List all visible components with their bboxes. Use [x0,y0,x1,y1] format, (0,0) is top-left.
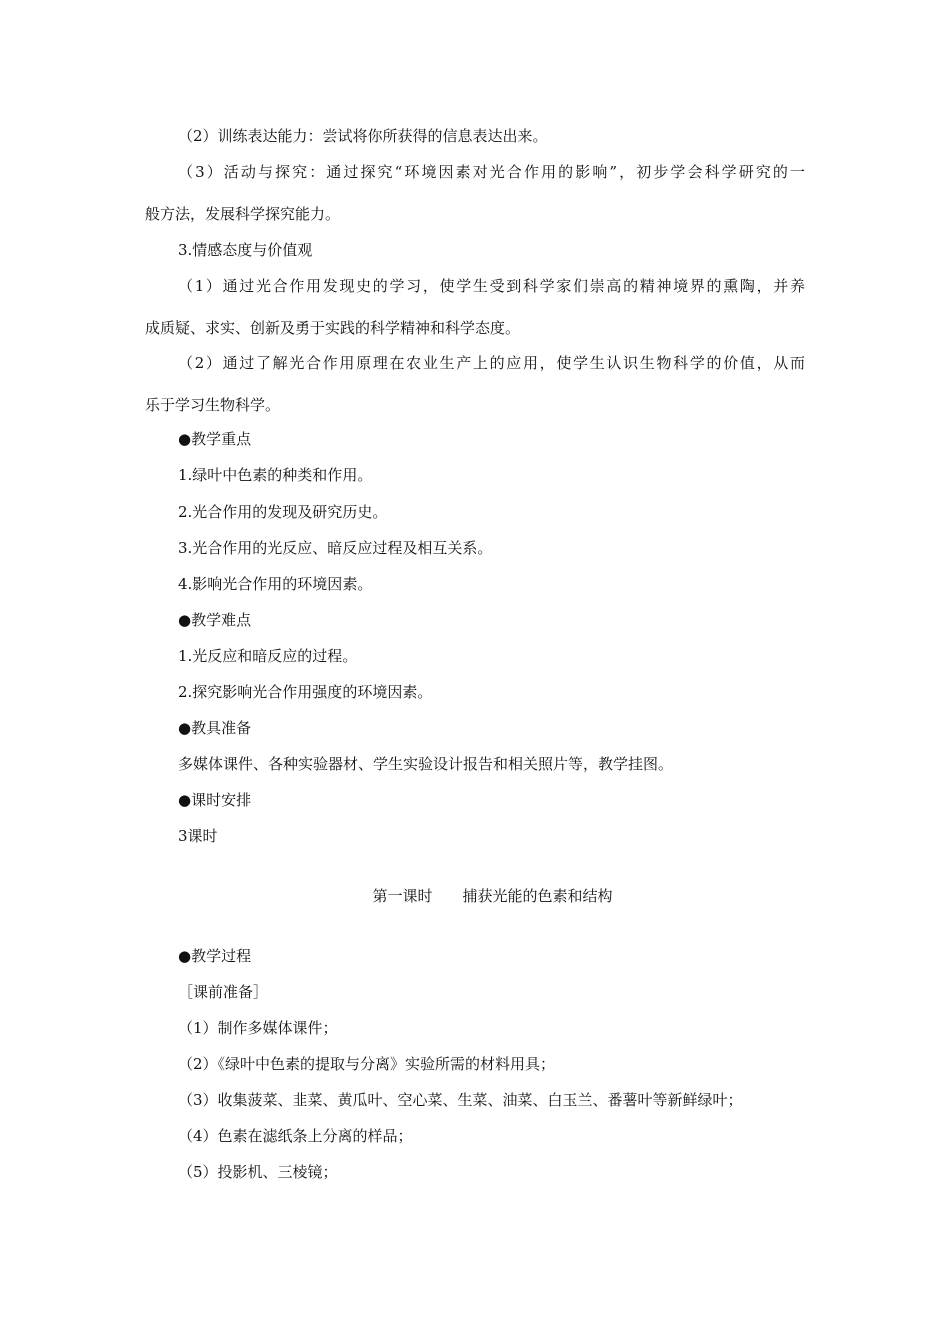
prep-item-1: （1）制作多媒体课件； [178,1019,338,1037]
objective-inquiry-activity-line1: （3）活动与探究：通过探究“环境因素对光合作用的影响”，初步学会科学研究的一 [178,163,805,181]
heading-emotion-values: 3.情感态度与价值观 [178,241,313,259]
schedule-text: 3课时 [178,827,218,845]
key-point-2: 2.光合作用的发现及研究历史。 [178,503,388,521]
value-item2-line1: （2）通过了解光合作用原理在农业生产上的应用，使学生认识生物科学的价值，从而 [178,354,805,372]
prep-item-5: （5）投影机、三棱镜； [178,1163,338,1181]
prep-item-3: （3）收集菠菜、韭菜、黄瓜叶、空心菜、生菜、油菜、白玉兰、番薯叶等新鲜绿叶； [178,1091,743,1109]
objective-expression-skill: （2）训练表达能力：尝试将你所获得的信息表达出来。 [178,127,548,145]
teaching-aids-text: 多媒体课件、各种实验器材、学生实验设计报告和相关照片等，教学挂图。 [178,755,674,773]
subheading-preparation: ［课前准备］ [178,983,269,1001]
prep-item-4: （4）色素在滤纸条上分离的样品； [178,1127,413,1145]
value-item2-line2: 乐于学习生物科学。 [145,396,281,414]
heading-schedule: ●课时安排 [178,791,252,809]
key-point-3: 3.光合作用的光反应、暗反应过程及相互关系。 [178,539,493,557]
value-item1-line1: （1）通过光合作用发现史的学习，使学生受到科学家们崇高的精神境界的熏陶，并养 [178,277,805,295]
heading-key-points: ●教学重点 [178,430,252,448]
difficulty-2: 2.探究影响光合作用强度的环境因素。 [178,683,433,701]
difficulty-1: 1.光反应和暗反应的过程。 [178,647,358,665]
section-title [0,886,950,906]
section-title-part1: 第一课时 [372,887,433,905]
heading-teaching-process: ●教学过程 [178,947,252,965]
objective-inquiry-activity-line2: 般方法，发展科学探究能力。 [145,205,341,223]
section-title-part2: 捕获光能的色素和结构 [462,887,613,905]
heading-difficulties: ●教学难点 [178,611,252,629]
key-point-4: 4.影响光合作用的环境因素。 [178,575,373,593]
heading-teaching-aids: ●教具准备 [178,719,252,737]
key-point-1: 1.绿叶中色素的种类和作用。 [178,466,373,484]
prep-item-2: （2）《绿叶中色素的提取与分离》实验所需的材料用具； [178,1055,556,1073]
value-item1-line2: 成质疑、求实、创新及勇于实践的科学精神和科学态度。 [145,319,521,337]
